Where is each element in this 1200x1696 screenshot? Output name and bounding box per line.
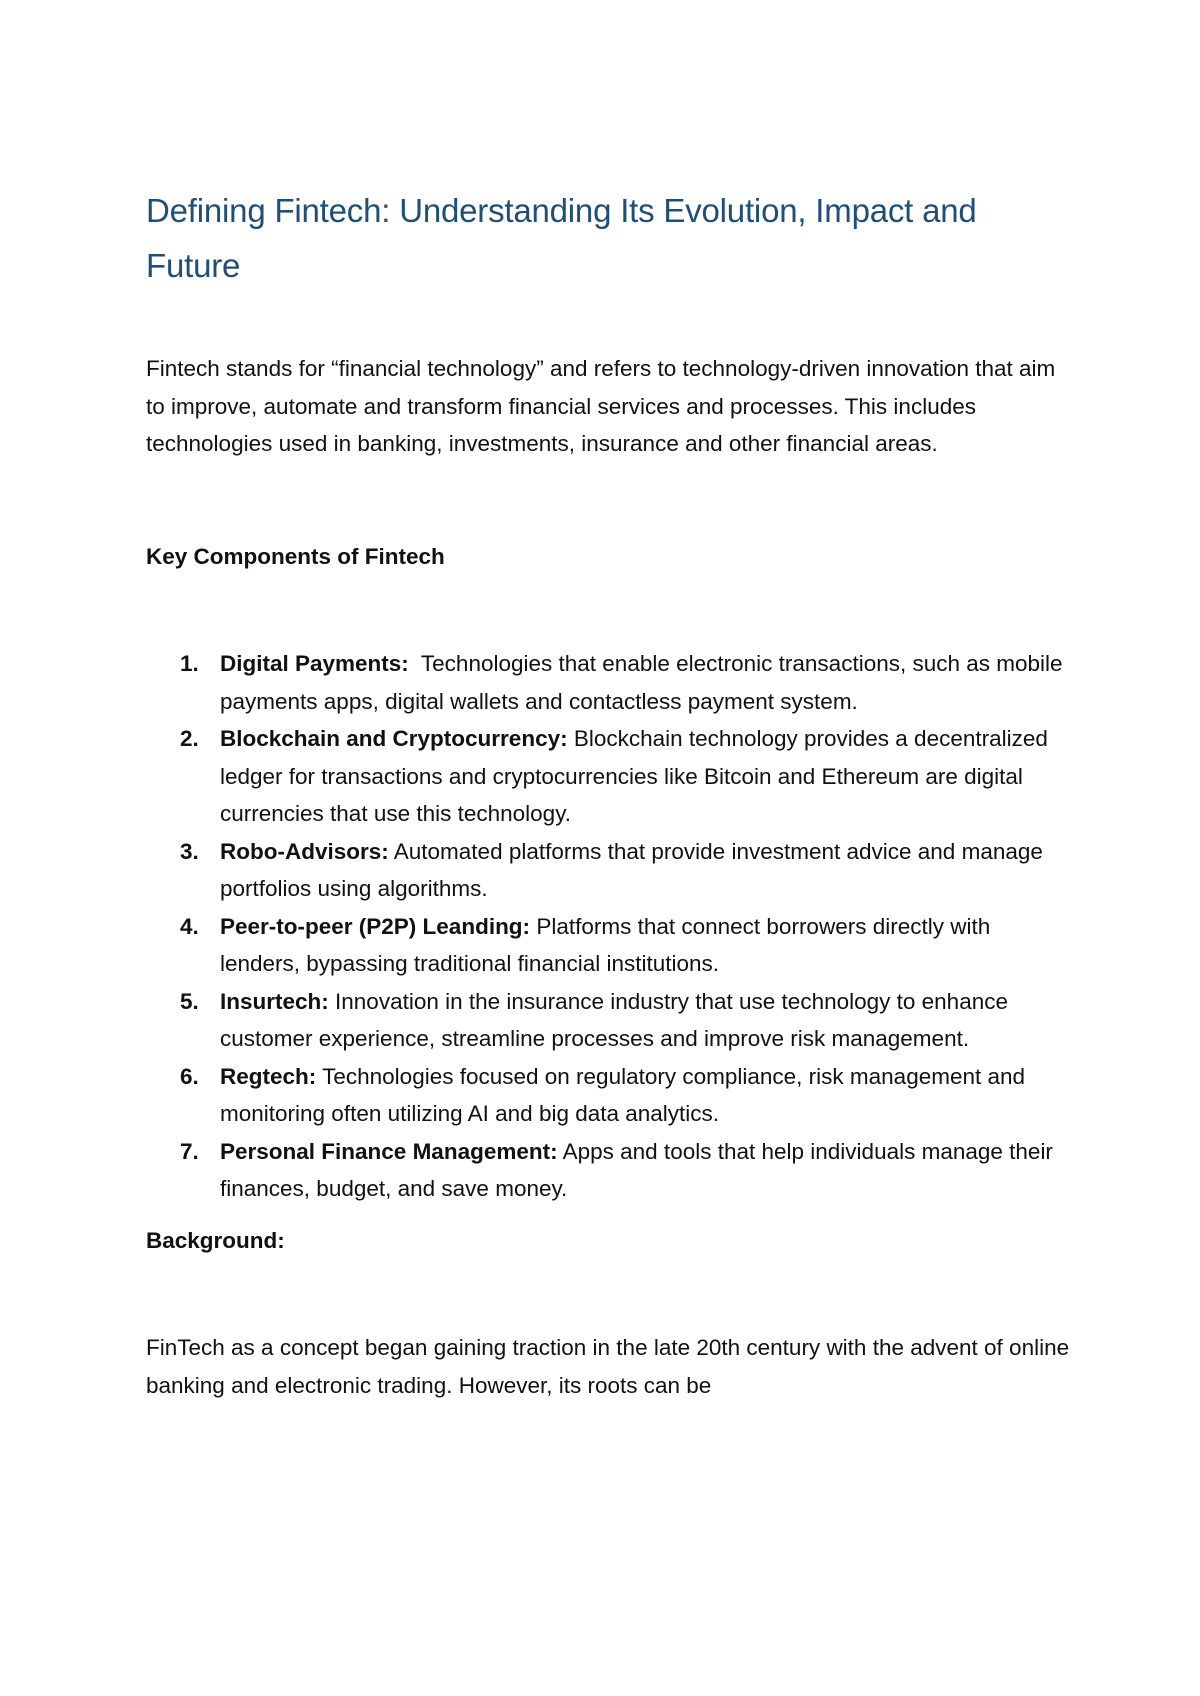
list-item-description: Blockchain technology provides a decentralized ledger for transactions and cryptocurrencies like Bitcoin and Ethereum are digital currencies that use this technology. (220, 726, 1048, 826)
list-item-number: 1. (180, 651, 199, 676)
list-item (146, 1133, 1076, 1208)
list-item-number: 5. (180, 988, 199, 1014)
list-item-term: Regtech: (220, 1063, 317, 1089)
list-item-term: Robo-Advisors: (220, 838, 389, 864)
list-item (146, 908, 1076, 983)
list-item (146, 645, 1076, 720)
list-item-term: Personal Finance Management: (220, 1138, 558, 1164)
list-item (146, 833, 1076, 908)
document-body (146, 183, 1076, 1404)
components-heading: Key Components of Fintech (146, 543, 445, 569)
list-item-description: Technologies that enable electronic transactions, such as mobile payments apps, digital wallets and contactless payment system. (220, 651, 1063, 714)
components-list (146, 645, 1076, 1208)
list-item-term: Insurtech: (220, 988, 329, 1014)
list-item-description: Platforms that connect borrowers directly with lenders, bypassing traditional financial institutions. (220, 913, 991, 976)
list-item (146, 983, 1076, 1058)
list-item-number: 4. (180, 913, 199, 939)
intro-paragraph: Fintech stands for “financial technology” and refers to technology-driven innovation that aim to improve, automate and transform financial services and processes. This includes technologies used in banking, investments, insurance and other financial areas. (146, 356, 1056, 456)
list-item-term: Blockchain and Cryptocurrency: (220, 726, 568, 751)
list-item-description: Technologies focused on regulatory compliance, risk management and monitoring often utilizing AI and big data analytics. (220, 1063, 1026, 1126)
list-item-description: Innovation in the insurance industry that use technology to enhance customer experience, streamline processes and improve risk management. (220, 988, 1008, 1051)
background-paragraph: FinTech as a concept began gaining traction in the late 20th century with the advent of online banking and electronic trading. However, its roots can be (146, 1335, 1070, 1398)
list-item-description: Automated platforms that provide investment advice and manage portfolios using algorithms. (220, 838, 1043, 901)
list-item-number: 6. (180, 1063, 199, 1089)
list-item-description: Apps and tools that help individuals manage their finances, budget, and save money. (220, 1138, 1053, 1201)
list-item-term: Peer-to-peer (P2P) Leanding: (220, 913, 531, 939)
list-item-number: 3. (180, 838, 199, 864)
background-heading: Background: (146, 1227, 285, 1253)
list-item-term: Digital Payments: (220, 651, 409, 676)
list-item (146, 720, 1076, 833)
list-item (146, 1058, 1076, 1133)
list-item-number: 2. (180, 726, 199, 751)
document-title: Defining Fintech: Understanding Its Evolution, Impact and Future (146, 192, 977, 284)
list-item-number: 7. (180, 1138, 199, 1164)
